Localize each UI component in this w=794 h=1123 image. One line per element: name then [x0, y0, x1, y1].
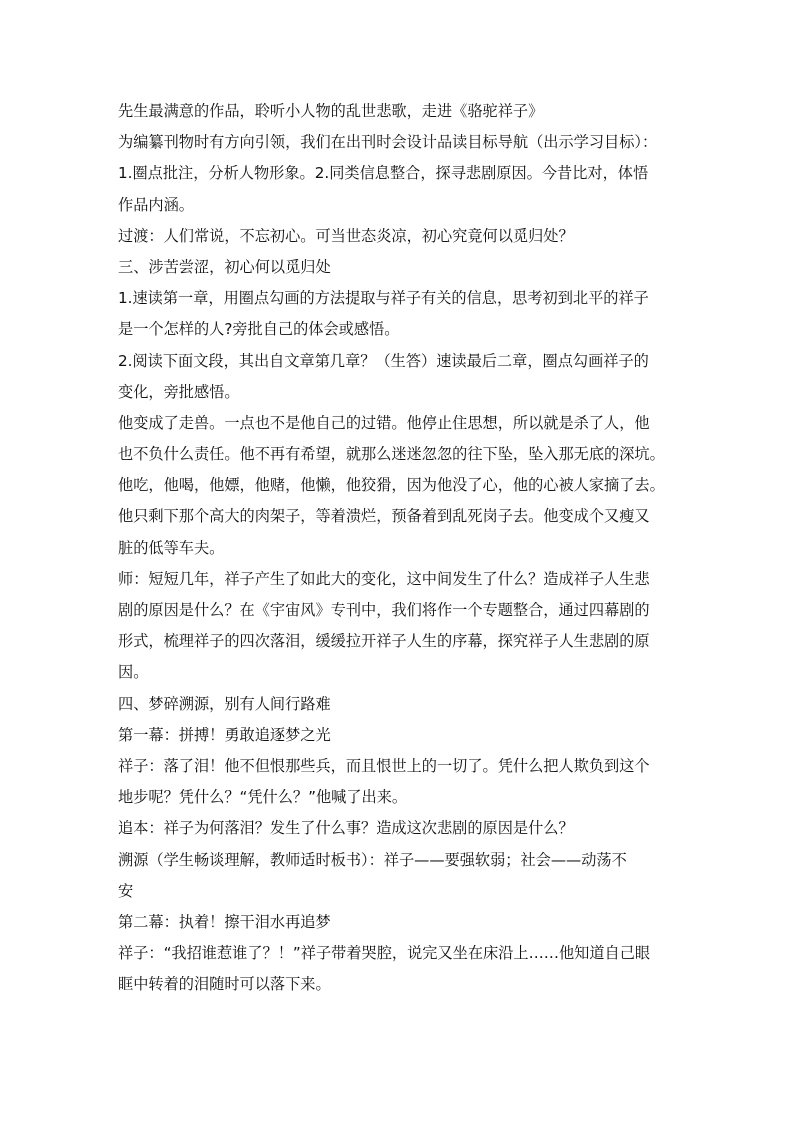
- text-line: 形式，梳理祥子的四次落泪，缓缓拉开祥子人生的序幕，探究祥子人生悲剧的原: [118, 632, 650, 651]
- text-line: 眶中转着的泪随时可以落下来。: [118, 975, 331, 994]
- text-line: 剧的原因是什么？在《宇宙风》专刊中，我们将作一个专题整合，通过四幕剧的: [118, 601, 650, 619]
- text-line: 师：短短几年，祥子产生了如此大的变化，这中间发生了什么？造成祥子人生悲: [118, 569, 650, 588]
- text-line: 祥子：“我招谁惹谁了？！”祥子带着哭腔，说完又坐在床沿上……他知道自己眼: [118, 944, 651, 963]
- text-line: 因。: [118, 663, 149, 682]
- text-line: 1.速读第一章，用圈点勾画的方法提取与祥子有关的信息，思考初到北平的祥子: [118, 289, 649, 308]
- text-line: 安: [118, 881, 134, 900]
- text-line: 作品内涵。: [118, 195, 194, 214]
- text-line: 是一个怎样的人?旁批自己的体会或感悟。: [118, 320, 400, 339]
- text-line: 溯源（学生畅谈理解，教师适时板书）：祥子——要强软弱；社会——动荡不: [118, 850, 627, 869]
- text-line: 祥子：落了泪！他不但恨那些兵，而且恨世上的一切了。凭什么把人欺负到这个: [118, 756, 650, 775]
- text-line: 也不负什么责任。他不再有希望，就那么迷迷忽忽的往下坠，坠入那无底的深坑。: [118, 445, 665, 464]
- text-line: 追本：祥子为何落泪？发生了什么事？造成这次悲剧的原因是什么？: [118, 819, 574, 838]
- text-line: 他变成了走兽。一点也不是他自己的过错。他停止住思想，所以就是杀了人，他: [118, 413, 650, 432]
- section-heading: 四、梦碎溯源，别有人间行路难: [118, 694, 331, 713]
- text-line: 1.圈点批注，分析人物形象。2.同类信息整合，探寻悲剧原因。今昔比对，体悟: [118, 164, 649, 183]
- text-line: 变化，旁批感悟。: [118, 382, 240, 401]
- section-heading: 三、涉苦尝涩，初心何以觅归处: [118, 257, 331, 276]
- text-line: 他吃，他喝，他嫖，他赌，他懒，他狡猾，因为他没了心，他的心被人家摘了去。: [118, 476, 665, 495]
- text-line: 先生最满意的作品，聆听小人物的乱世悲歌，走进《骆驼祥子》: [118, 102, 544, 120]
- act-heading: 第一幕：拼搏！勇敢追逐梦之光: [118, 725, 331, 744]
- text-line: 脏的低等车夫。: [118, 538, 225, 557]
- act-heading: 第二幕：执着！擦干泪水再追梦: [118, 912, 331, 931]
- text-line: 过渡：人们常说，不忘初心。可当世态炎凉，初心究竟何以觅归处？: [118, 226, 574, 245]
- text-line: 他只剩下那个高大的肉架子，等着溃烂，预备着到乱死岗子去。他变成个又瘦又: [118, 507, 650, 526]
- document-body: [118, 96, 680, 1000]
- text-line: 地步呢？凭什么？“凭什么？”他喊了出来。: [118, 788, 408, 807]
- text-line: 为编纂刊物时有方向引领，我们在出刊时会设计品读目标导航（出示学习目标）：: [118, 133, 658, 152]
- text-line: 2.阅读下面文段，其出自文章第几章？（生答）速读最后二章，圈点勾画祥子的: [118, 351, 649, 370]
